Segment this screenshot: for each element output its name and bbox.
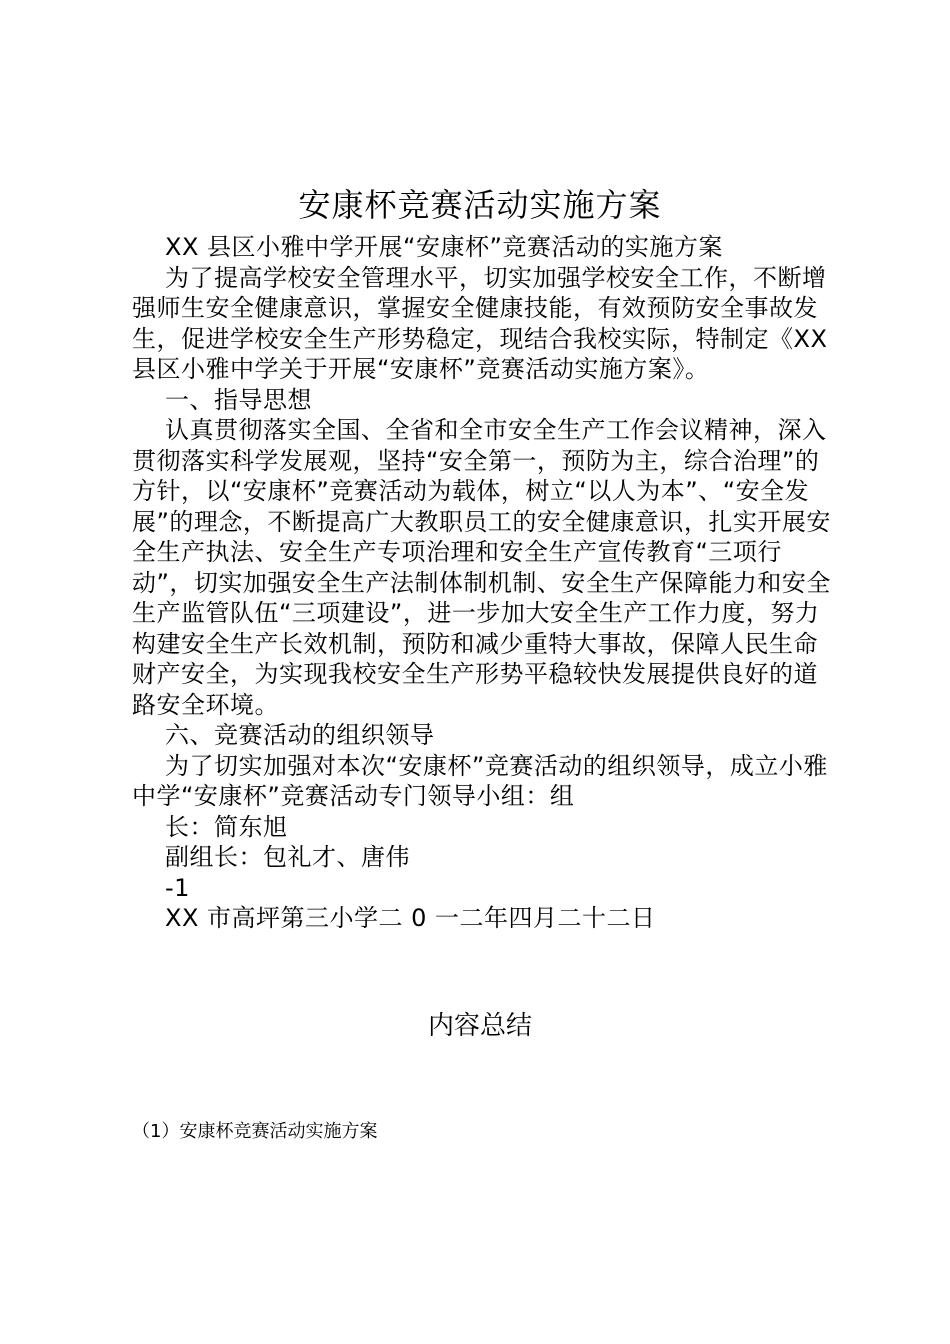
section-heading-guiding-ideology: 一、指导思想 <box>165 385 312 414</box>
paragraph-subtitle: XX 县区小雅中学开展“安康杯”竞赛活动的实施方案 <box>165 233 723 261</box>
paragraph-signature-date: XX 市高坪第三小学二 0 一二年四月二十二日 <box>165 904 656 932</box>
summary-item: （1）安康杯竞赛活动实施方案 <box>132 1121 378 1142</box>
paragraph-leader: 长：简东旭 <box>165 812 288 841</box>
paragraph-page-marker: -1 <box>165 873 190 902</box>
paragraph-intro: 为了提高学校安全管理水平，切实加强学校安全工作，不断增强师生安全健康意识，掌握安全健康技能，有效预防安全事故发生，促进学校安全生产形势稳定，现结合我校实际，特制定《XX 县区小雅中学关于开展“安康杯”竞赛活动实施方案》。 <box>132 263 828 383</box>
document-body <box>132 232 832 934</box>
summary-heading: 内容总结 <box>427 1011 532 1041</box>
paragraph-guiding-ideology: 认真贯彻落实全国、全省和全市安全生产工作会议精神，深入贯彻落实科学发展观，坚持“安全第一，预防为主，综合治理”的方针，以“安康杯”竞赛活动为载体，树立“以人为本”、“安全发展”的理念，不断提高广大教职员工的安全健康意识，扎实开展安全生产执法、安全生产专项治理和安全生产宣传教育“三项行动”，切实加强安全生产法制体制机制、安全生产保障能力和安全生产监管队伍“三项建设”，进一步加大安全生产工作力度，努力构建安全生产长效机制，预防和减少重特大事故，保障人民生命财产安全，为实现我校安全生产形势平稳较快发展提供良好的道路安全环境。 <box>132 416 831 719</box>
paragraph-deputy-leader: 副组长：包礼才、唐伟 <box>165 843 410 871</box>
document-title: 安康杯竞赛活动实施方案 <box>298 186 662 224</box>
section-heading-organization: 六、竞赛活动的组织领导 <box>165 721 435 749</box>
paragraph-organization: 为了切实加强对本次“安康杯”竞赛活动的组织领导，成立小雅中学“安康杯”竞赛活动专门领导小组：组 <box>132 751 828 810</box>
